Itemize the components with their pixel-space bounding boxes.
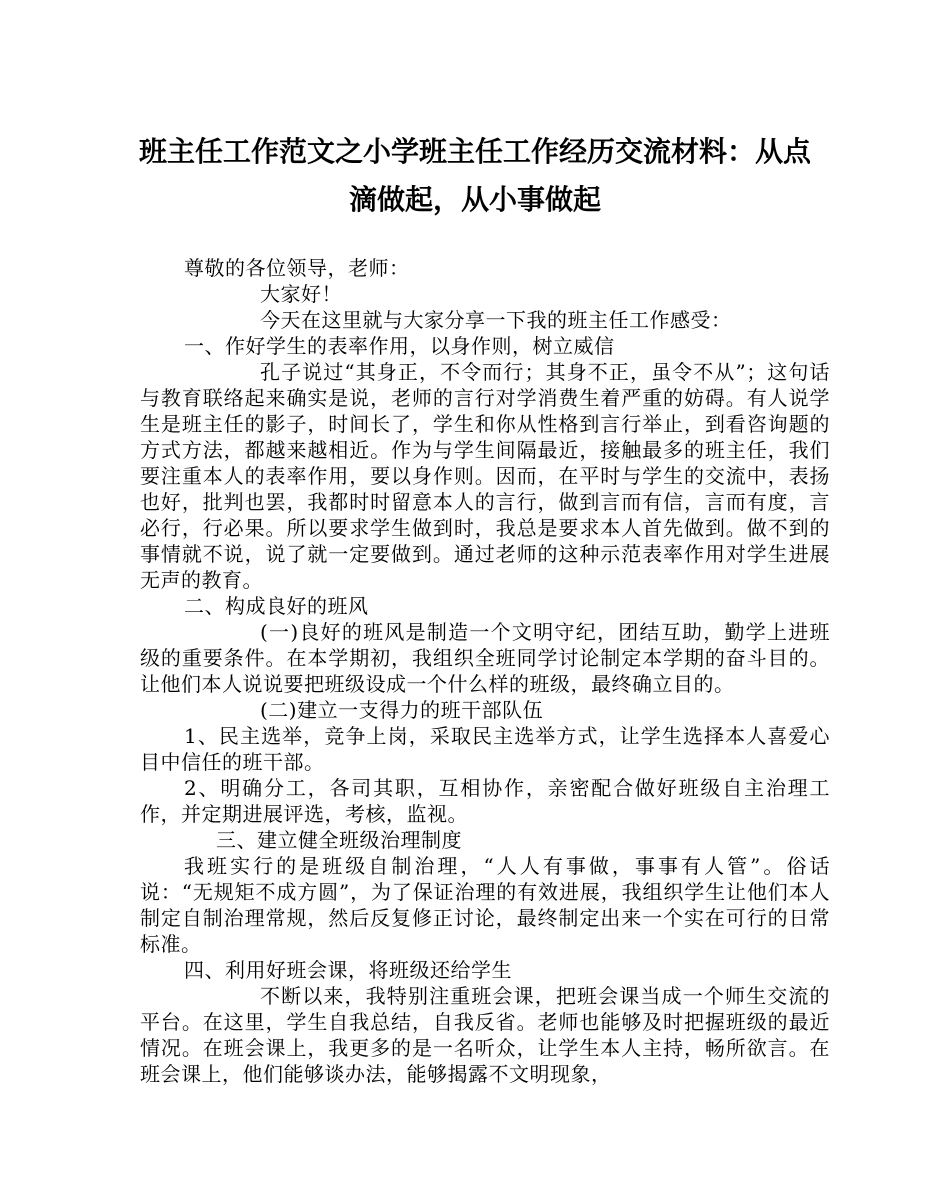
subheading-class-cadre: (二)建立一支得力的班干部队伍 (260, 698, 544, 722)
salutation: 尊敬的各位领导，老师： (184, 256, 410, 280)
paragraph-self-management: 我班实行的是班级自制治理，“人人有事做，事事有人管”。俗话说：“无规矩不成方圆”，为了保证治理的有效进展，我组织学生让他们本人制定自制治理常规，然后反复修正讨论，最终制定出来一个实在可行的日常标准。 (140, 854, 830, 956)
paragraph-class-spirit: (一)良好的班风是制造一个文明守纪，团结互助，勤学上进班级的重要条件。在本学期初，我组织全班同学讨论制定本学期的奋斗目的。让他们本人说说要把班级设成一个什么样的班级，最终确立目的。 (140, 620, 830, 696)
paragraph-role-model: 孔子说过“其身正，不令而行；其身不正，虽令不从”；这句话与教育联络起来确实是说，老师的言行对学消费生着严重的妨碍。有人说学生是班主任的影子，时间长了，学生和你从性格到言行举止，到看咨询题的方式方法，都越来越相近。作为与学生间隔最近，接触最多的班主任，我们要注重本人的表率作用，要以身作则。因而，在平时与学生的交流中，表扬也好，批判也罢，我都时时留意本人的言行，做到言而有信，言而有度，言必行，行必果。所以要求学生做到时，我总是要求本人首先做到。做不到的事情就不说，说了就一定要做到。通过老师的这种示范表率作用对学生进展无声的教育。 (140, 360, 830, 592)
intro-paragraph: 今天在这里就与大家分享一下我的班主任工作感受： (260, 308, 732, 332)
greeting: 大家好！ (260, 282, 342, 306)
title-line-2: 滴做起，从小事做起 (348, 183, 601, 216)
section-heading-3: 三、建立健全班级治理制度 (216, 828, 462, 852)
document-title (100, 128, 850, 224)
section-heading-4: 四、利用好班会课，将班级还给学生 (184, 958, 512, 982)
paragraph-division: 2、明确分工，各司其职，互相协作，亲密配合做好班级自主治理工作，并定期进展评选，考核，监视。 (140, 776, 830, 826)
paragraph-class-meeting: 不断以来，我特别注重班会课，把班会课当成一个师生交流的平台。在这里，学生自我总结，自我反省。老师也能够及时把握班级的最近情况。在班会课上，我更多的是一名听众，让学生本人主持，畅所欲言。在班会课上，他们能够谈办法，能够揭露不文明现象， (140, 984, 830, 1086)
section-heading-2: 二、构成良好的班风 (184, 594, 369, 618)
paragraph-election: 1、民主选举，竞争上岗，采取民主选举方式，让学生选择本人喜爱心目中信任的班干部。 (140, 724, 830, 774)
document-body (140, 255, 830, 1087)
section-heading-1: 一、作好学生的表率作用，以身作则，树立威信 (184, 334, 615, 358)
title-line-1: 班主任工作范文之小学班主任工作经历交流材料：从点 (138, 135, 811, 168)
